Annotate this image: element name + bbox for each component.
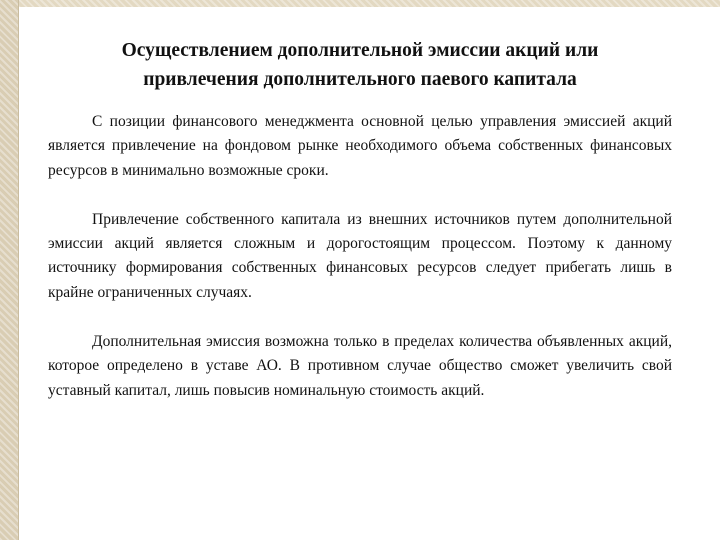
stripe-edge-line (18, 0, 19, 540)
paragraph-1: С позиции финансового менеджмента основной целью управления эмиссией акций является привлечение на фондовом рынке необходимого объема собственных финансовых ресурсов в минимально возможные сроки. (48, 113, 672, 179)
slide-title (48, 36, 672, 94)
slide-title-line-2: привлечения дополнительного паевого капитала (143, 69, 577, 90)
left-decorative-stripe (0, 0, 18, 540)
slide-title-line-1: Осуществлением дополнительной эмиссии акций или (121, 40, 599, 61)
paragraph-3: Дополнительная эмиссия возможна только в пределах количества объявленных акций, которое определено в уставе АО. В противном случае общество сможет увеличить свой уставный капитал, лишь повысив номинальную стоимость акций. (48, 333, 672, 399)
slide-content (48, 36, 672, 428)
paragraph-2: Привлечение собственного капитала из внешних источников путем дополнительной эмиссии акций является сложным и дорогостоящим процессом. Поэтому к данному источнику формирования собственных финансовых ресурсов следует прибегать лишь в крайне ограниченных случаях. (48, 210, 672, 301)
top-decorative-band (18, 0, 720, 7)
